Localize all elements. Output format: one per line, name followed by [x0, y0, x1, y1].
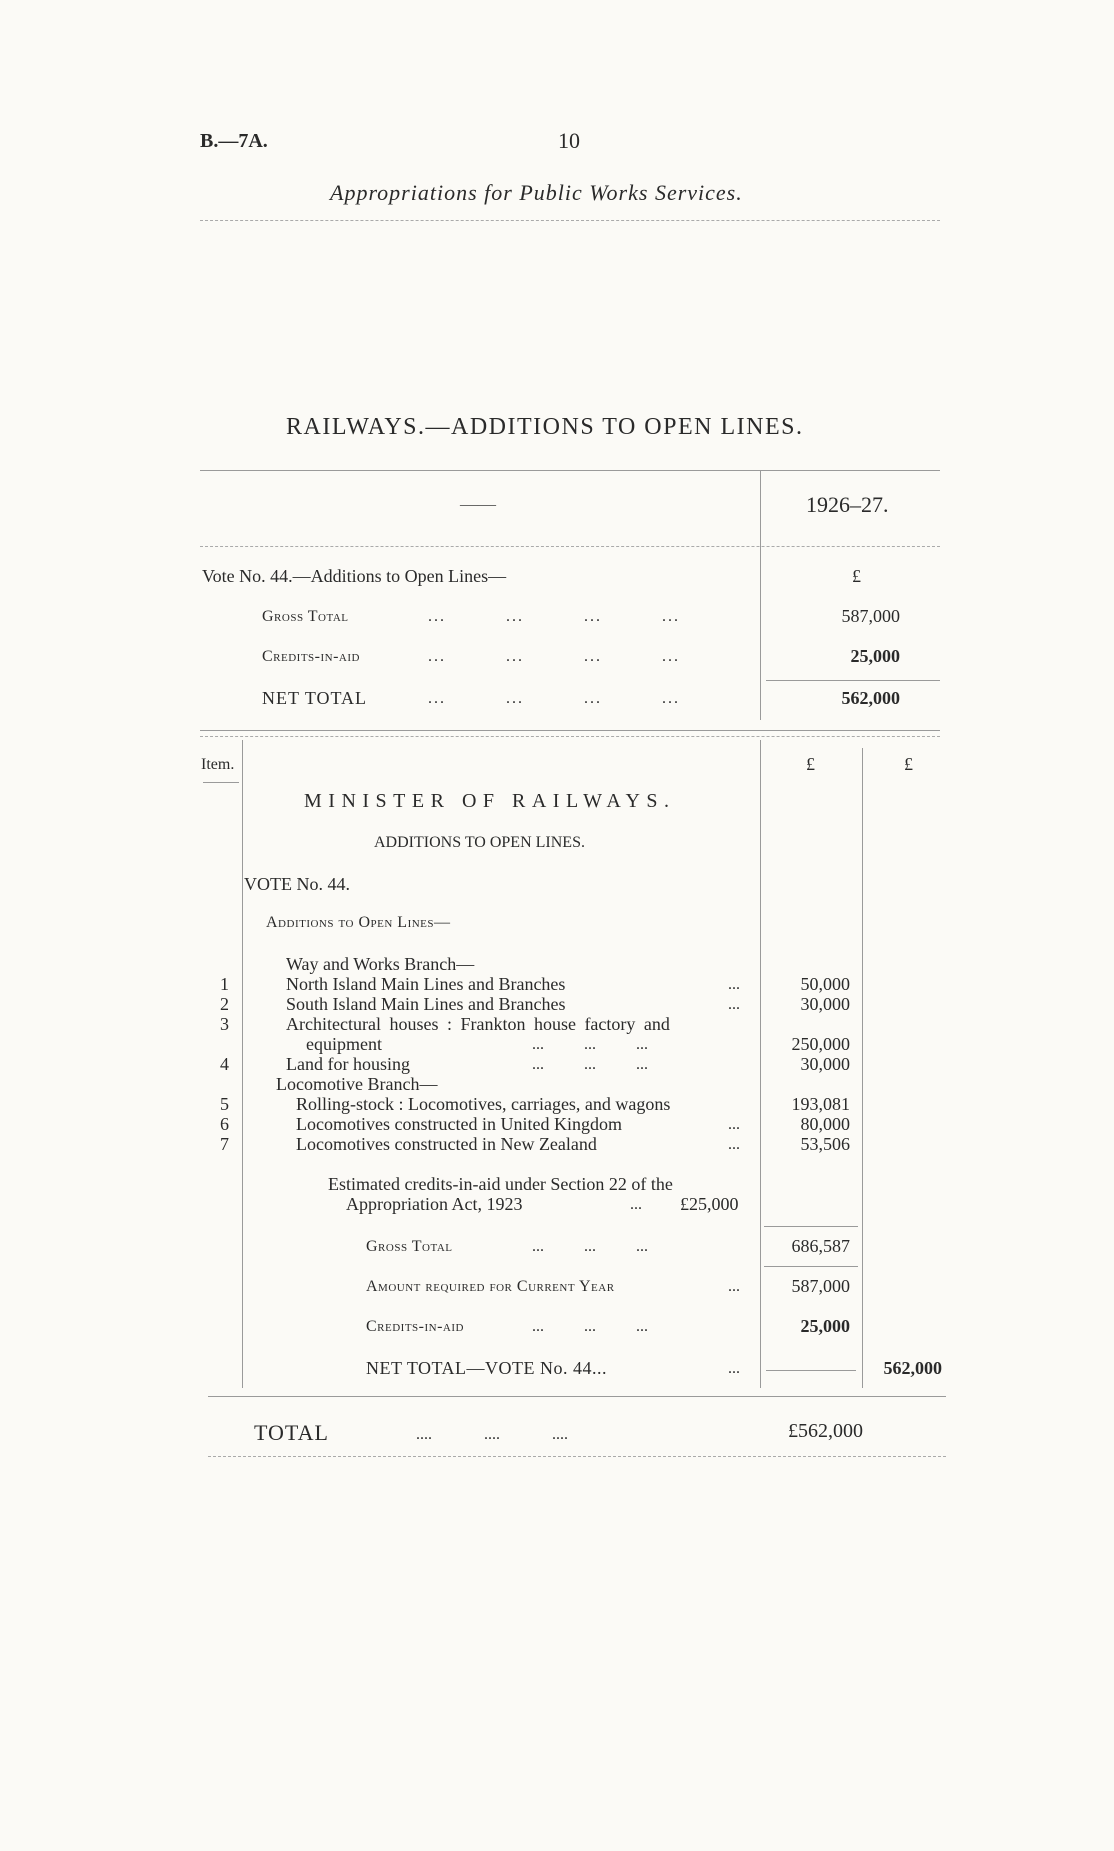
branch-locomotive: Locomotive Branch—	[276, 1074, 438, 1094]
item-dots: ...	[728, 1116, 740, 1133]
item-amount: 30,000	[800, 994, 850, 1014]
credits-in-aid-value: 25,000	[800, 1316, 850, 1336]
item-dots: ...	[728, 1136, 740, 1153]
page-number: 10	[558, 128, 580, 153]
summary-credits-label: Credits-in-aid	[262, 648, 360, 665]
item-number: 5	[220, 1094, 229, 1114]
item-amount: 250,000	[791, 1034, 850, 1054]
credits-note-dots: ...	[630, 1196, 642, 1213]
summary-credits-dots: ... ... ... ...	[428, 648, 680, 665]
summary-year-header: 1926–27.	[806, 492, 889, 517]
item-dots: ... ... ...	[532, 1056, 648, 1073]
gross-total-label: Gross Total	[366, 1238, 453, 1255]
credits-in-aid-dots: ... ... ...	[532, 1318, 648, 1335]
item-amount: 53,506	[800, 1134, 850, 1154]
grand-total-dots: .... .... ....	[416, 1426, 568, 1443]
item-amount: 30,000	[800, 1054, 850, 1074]
item-amount: 80,000	[800, 1114, 850, 1134]
amount-required-label: Amount required for Current Year	[366, 1278, 615, 1295]
item-number: 2	[220, 994, 229, 1014]
summary-gross-dots: ... ... ... ...	[428, 608, 680, 625]
credits-in-aid-label: Credits-in-aid	[366, 1318, 464, 1335]
item-description-continued: equipment	[306, 1034, 382, 1054]
credits-note-line-2: Appropriation Act, 1923	[346, 1194, 523, 1214]
net-total-vote-dots: ...	[728, 1360, 740, 1377]
item-amount: 193,081	[791, 1094, 850, 1114]
item-column-header: Item.	[201, 756, 235, 773]
vote-subheading: Additions to Open Lines—	[266, 914, 451, 931]
gross-total-dots: ... ... ...	[532, 1238, 648, 1255]
summary-gross-label: Gross Total	[262, 608, 349, 625]
item-number: 7	[220, 1134, 229, 1154]
minister-heading: MINISTER OF RAILWAYS.	[304, 790, 676, 812]
net-total-vote-label: NET TOTAL—VOTE No. 44...	[366, 1358, 608, 1378]
credits-note-line-1: Estimated credits-in-aid under Section 22 of the	[328, 1174, 673, 1194]
grand-total-value: £562,000	[788, 1420, 863, 1442]
vote-heading: VOTE No. 44.	[244, 874, 350, 894]
item-description: Architectural houses : Frankton house factory and	[286, 1014, 670, 1034]
item-dots: ... ... ...	[532, 1036, 648, 1053]
item-number: 1	[220, 974, 229, 994]
running-title: Appropriations for Public Works Services.	[330, 180, 743, 205]
gross-total-value: 686,587	[791, 1236, 850, 1256]
item-number: 4	[220, 1054, 229, 1074]
item-description: South Island Main Lines and Branches	[286, 994, 566, 1014]
item-description: Locomotives constructed in New Zealand	[296, 1134, 597, 1154]
net-total-vote-value: 562,000	[883, 1358, 942, 1378]
currency-column-1: £	[806, 754, 815, 774]
grand-total-label: TOTAL	[254, 1420, 329, 1445]
section-title: RAILWAYS.—ADDITIONS TO OPEN LINES.	[286, 414, 804, 440]
item-description: Land for housing	[286, 1054, 410, 1074]
item-number: 3	[220, 1014, 229, 1034]
branch-way-and-works: Way and Works Branch—	[286, 954, 475, 974]
item-description: North Island Main Lines and Branches	[286, 974, 566, 994]
item-amount: 50,000	[800, 974, 850, 994]
document-ref: B.—7A.	[200, 130, 268, 152]
summary-vote-label: Vote No. 44.—Additions to Open Lines—	[202, 566, 507, 586]
item-number: 6	[220, 1114, 229, 1134]
item-description: Locomotives constructed in United Kingdom	[296, 1114, 622, 1134]
item-description: Rolling-stock : Locomotives, carriages, and wagons	[296, 1094, 671, 1114]
summary-credits-value: 25,000	[850, 646, 900, 666]
item-dots: ...	[728, 996, 740, 1013]
summary-currency: £	[852, 566, 861, 586]
summary-net-label: NET TOTAL	[262, 688, 368, 708]
additions-subheading: ADDITIONS TO OPEN LINES.	[374, 834, 585, 851]
amount-required-value: 587,000	[791, 1276, 850, 1296]
summary-net-value: 562,000	[841, 688, 900, 708]
credits-note-amount: £25,000	[680, 1194, 739, 1214]
item-dots: ...	[728, 976, 740, 993]
currency-column-2: £	[904, 754, 913, 774]
summary-dash-header: ——	[460, 494, 496, 514]
summary-net-dots: ... ... ... ...	[428, 690, 680, 707]
amount-required-dots: ...	[728, 1278, 740, 1295]
header-rule	[200, 220, 940, 221]
summary-gross-value: 587,000	[841, 606, 900, 626]
net-total-dash-rule	[766, 1370, 856, 1371]
